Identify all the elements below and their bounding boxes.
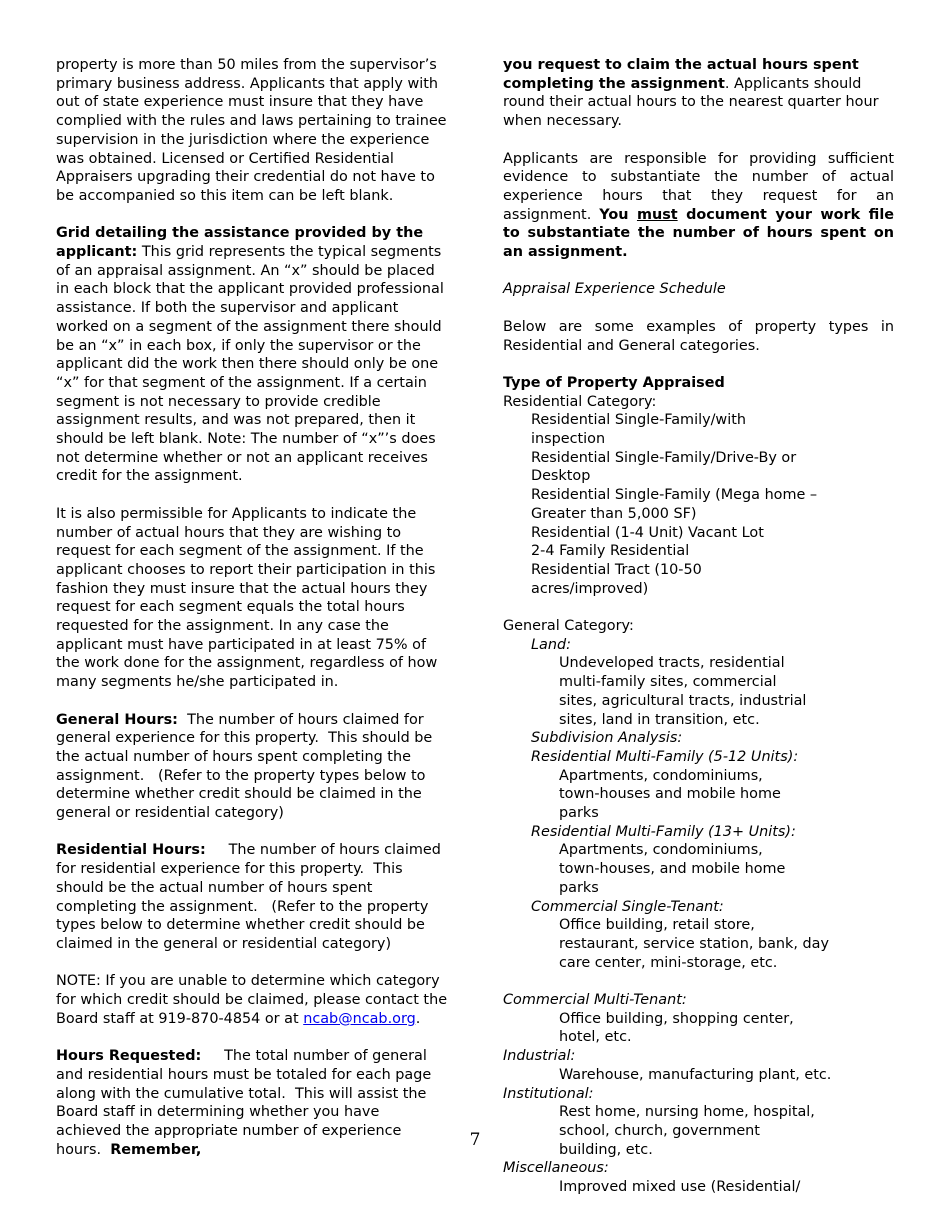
schedule-title bbox=[503, 280, 894, 299]
note-end: . bbox=[415, 1010, 421, 1027]
industrial-label bbox=[503, 1047, 894, 1066]
residential-item: Residential Tract (10-50 acres/improved) bbox=[531, 561, 702, 597]
type-heading bbox=[503, 374, 894, 393]
industrial-text: Warehouse, manufacturing plant, etc. bbox=[559, 1066, 832, 1083]
rmf-large-text: Apartments, condominiums, town-houses, and mobile home parks bbox=[559, 842, 786, 896]
hours-requested-heading: Hours Requested: bbox=[56, 1048, 202, 1065]
grid-heading: Grid detailing the assistance provided by the applicant: bbox=[56, 225, 424, 261]
cmulti-text: Office building, shopping center, hotel, etc. bbox=[559, 1010, 794, 1046]
continuation-text: . Applicants should round their actual hours to the nearest quarter hour when necessary. bbox=[503, 75, 879, 130]
residential-list bbox=[503, 411, 821, 598]
residential-item: Residential Single-Family/Drive-By or Desktop bbox=[531, 449, 797, 485]
rmf-small-label bbox=[503, 748, 894, 767]
document-text: document your work file to substantiate the number of hours spent on an assignment. bbox=[503, 206, 895, 261]
residential-hours-text: The number of hours claimed for residential experience for this property. This should be the actual number of hours spent completing the assignment. (Refer to the property types below to determine whether credit should be claimed in the general or residential category) bbox=[56, 842, 446, 952]
responsibility-paragraph bbox=[503, 150, 894, 262]
schedule-title-text: Appraisal Experience Schedule bbox=[503, 281, 726, 298]
intro-paragraph: property is more than 50 miles from the supervisor’s primary business address. Applicants that apply with out of state experience must insure that they have complied with the rules and laws pertaining to trainee supervision in the jurisdiction where the experience was obtained. Licensed or Certified Residential Appraisers upgrading their credential do not have to be accompanied so this item can be left blank. bbox=[56, 57, 447, 204]
misc-label bbox=[503, 1159, 894, 1178]
subdivision-label bbox=[503, 729, 894, 748]
residential-item: 2-4 Family Residential bbox=[531, 543, 690, 560]
institutional-label bbox=[503, 1085, 894, 1104]
you-text: You bbox=[599, 206, 637, 223]
institutional-text: Rest home, nursing home, hospital, school, church, government building, etc. bbox=[559, 1104, 815, 1158]
residential-category-label: Residential Category: bbox=[503, 393, 657, 410]
rmf-large-label bbox=[503, 823, 894, 842]
csingle-label-text: Commercial Single-Tenant: bbox=[531, 898, 724, 915]
general-category-label: General Category: bbox=[503, 618, 634, 635]
land-text: Undeveloped tracts, residential multi-family sites, commercial sites, agricultural tracts, industrial sites, land in transition, etc. bbox=[559, 655, 807, 728]
cmulti-label-text: Commercial Multi-Tenant: bbox=[503, 992, 687, 1009]
page-number: 7 bbox=[469, 1130, 481, 1150]
note-text: NOTE: If you are unable to determine which category for which credit should be claimed, please contact the Board staff at 919-870-4854 or at bbox=[56, 973, 448, 1027]
residential-item: Residential Single-Family/with inspection bbox=[531, 412, 746, 447]
rmf-small-label-text: Residential Multi-Family (5-12 Units): bbox=[531, 748, 799, 765]
remember-text: Remember, bbox=[110, 1141, 202, 1158]
examples-paragraph: Below are some examples of property types in Residential and General categories. bbox=[503, 318, 894, 354]
subdivision-label-text: Subdivision Analysis: bbox=[531, 730, 683, 747]
actual-hours-paragraph: It is also permissible for Applicants to indicate the number of actual hours that they are wishing to request for each segment of the assignment. If the applicant chooses to report their participation in this fashion they must insure that the actual hours they request for each segment equals the total hours requested for the assignment. In any case the applicant must have participated in at least 75% of the work done for the assignment, regardless of how many segments he/she participated in. bbox=[56, 505, 438, 691]
responsibility-text: Applicants are responsible for providing sufficient evidence to substantiate the number of actual experience hours that they request for an assignment. bbox=[503, 150, 894, 223]
csingle-text: Office building, retail store, restaurant, service station, bank, day care center, mini-storage, etc. bbox=[559, 917, 829, 971]
rmf-small-text: Apartments, condominiums, town-houses and mobile home parks bbox=[559, 767, 781, 822]
hours-requested-text: The total number of general and residential hours must be totaled for each page along with the cumulative total. This will assist the Board staff in determining whether you have achieved the appropriate number of experience hours. bbox=[56, 1048, 436, 1158]
general-hours-text: The number of hours claimed for general experience for this property. This should be the actual number of hours spent completing the assignment. (Refer to the property types below to determine whether credit should be claimed in the general or residential category) bbox=[56, 711, 437, 822]
must-text: must bbox=[636, 206, 678, 223]
land-label-text: Land: bbox=[531, 636, 571, 653]
land-label bbox=[503, 636, 894, 655]
left-column bbox=[56, 56, 449, 1159]
cmulti-label bbox=[503, 991, 894, 1010]
residential-hours-heading: Residential Hours: bbox=[56, 842, 206, 859]
email-link[interactable]: ncab@ncab.org bbox=[303, 1010, 416, 1027]
general-hours-paragraph bbox=[56, 711, 449, 823]
grid-text: This grid represents the typical segments of an appraisal assignment. An “x” should be placed in each block that the applicant provided professional assistance. If both the supervisor and applicant worked on a segment of the assignment there should be an “x” in each box, if only the supervisor or the applicant did the work then there should only be one “x” for that segment of the assignment. If a certain segment is not necessary to provide credible assignment results, and was not prepared, then it should be left blank. Note: The number of “x”’s does not determine whether or not an applicant receives credit for the assignment. bbox=[56, 244, 444, 485]
general-hours-heading: General Hours: bbox=[56, 711, 178, 728]
misc-text: Improved mixed use (Residential/ bbox=[559, 1179, 801, 1196]
continuation-paragraph bbox=[503, 56, 894, 131]
type-heading-text: Type of Property Appraised bbox=[503, 374, 725, 391]
continuation-bold: you request to claim the actual hours spent completing the assignment bbox=[503, 57, 859, 92]
rmf-large-label-text: Residential Multi-Family (13+ Units): bbox=[531, 823, 796, 840]
industrial-label-text: Industrial: bbox=[503, 1048, 576, 1065]
institutional-label-text: Institutional: bbox=[503, 1085, 594, 1102]
right-column bbox=[503, 56, 894, 1197]
misc-label-text: Miscellaneous: bbox=[503, 1160, 609, 1177]
residential-item: Residential (1-4 Unit) Vacant Lot bbox=[531, 524, 764, 541]
csingle-label bbox=[503, 898, 894, 917]
grid-paragraph bbox=[56, 224, 449, 486]
residential-hours-paragraph bbox=[56, 841, 449, 953]
residential-item: Residential Single-Family (Mega home – Greater than 5,000 SF) bbox=[531, 487, 818, 522]
note-paragraph bbox=[56, 972, 449, 1028]
